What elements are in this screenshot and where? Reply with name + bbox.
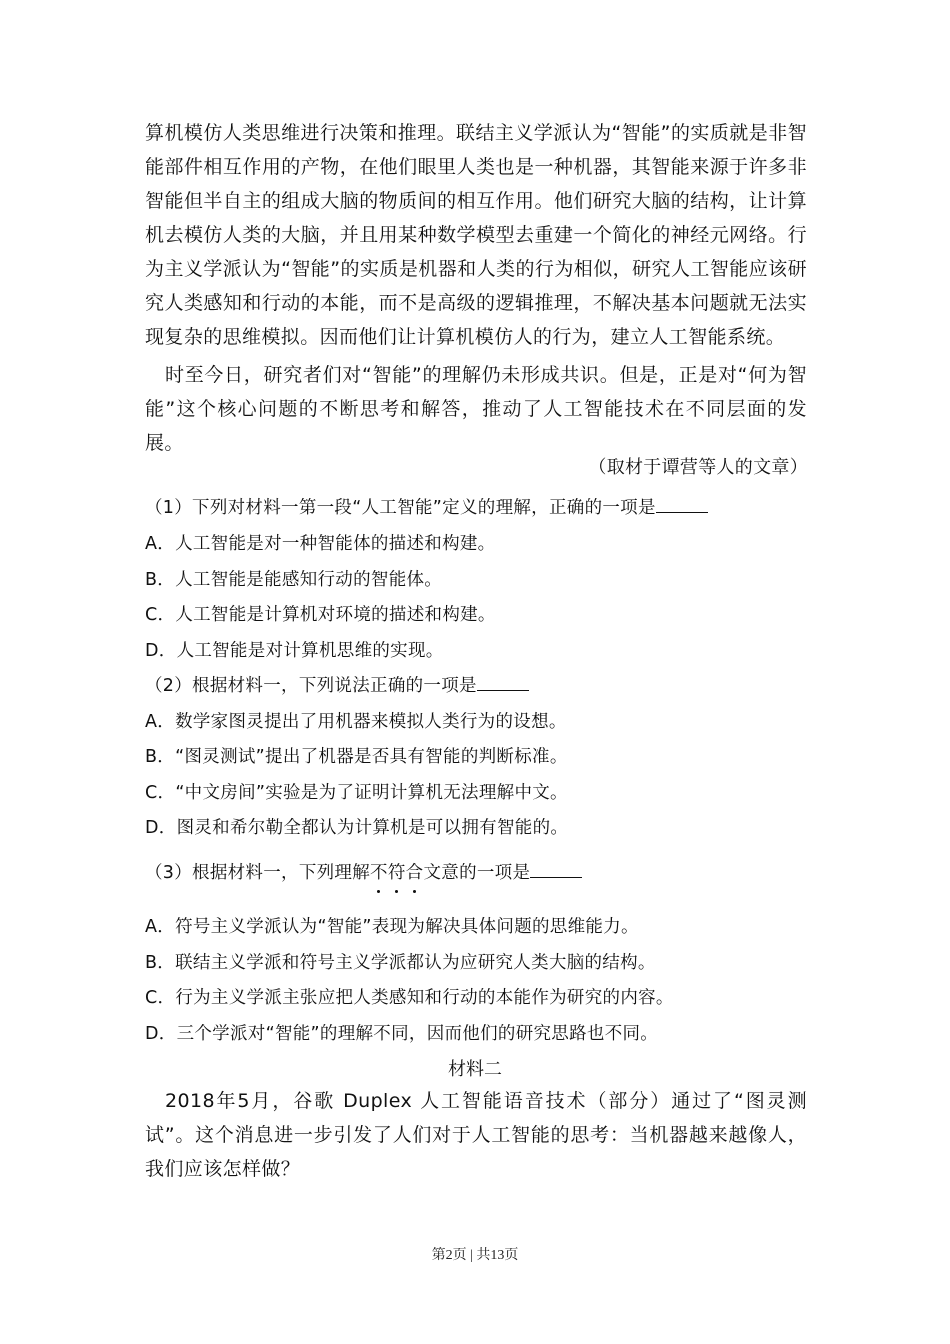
question-1-stem <box>145 494 708 519</box>
passage-one-paragraph-1: 算机模仿人类思维进行决策和推理。联结主义学派认为“智能”的实质就是非智能部件相互作用的产物，在他们眼里人类也是一种机器，其智能来源于许多非智能但半自主的组成大脑的物质间的相互作用。他们研究大脑的结构，让计算机去模仿人类的大脑，并且用某种数学模型去重建一个简化的神经元网络。行为主义学派认为“智能”的实质是机器和人类的行为相似，研究人工智能应该研究人类感知和行动的本能，而不是高级的逻辑推理，不解决基本问题就无法实现复杂的思维模拟。因而他们让计算机模仿人的行为，建立人工智能系统。 <box>145 122 807 348</box>
question-3-option-c: C．行为主义学派主张应把人类感知和行动的本能作为研究的内容。 <box>145 988 674 1008</box>
page-footer: 第2页 | 共13页 <box>431 1248 519 1263</box>
question-1-option-b: B．人工智能是能感知行动的智能体。 <box>145 570 443 590</box>
question-2-option-a: A．数学家图灵提出了用机器来模拟人类行为的设想。 <box>145 712 567 732</box>
question-2-option-d: D．图灵和希尔勒全都认为计算机是可以拥有智能的。 <box>145 818 569 838</box>
question-3-stem <box>145 859 582 884</box>
question-3-emphasis <box>370 863 423 883</box>
question-3-text-after: 文意的一项是 <box>423 863 531 883</box>
answer-blank <box>656 496 708 513</box>
emphasis-char: 不 <box>370 859 388 884</box>
question-3-option-a: A．符号主义学派认为“智能”表现为解决具体问题的思维能力。 <box>145 917 639 937</box>
question-1-option-a: A．人工智能是对一种智能体的描述和构建。 <box>145 534 496 554</box>
question-1-option-c: C．人工智能是计算机对环境的描述和构建。 <box>145 605 496 625</box>
passage-one-paragraph-2: 时至今日，研究者们对“智能”的理解仍未形成共识。但是，正是对“何为智能”这个核心问题的不断思考和解答，推动了人工智能技术在不同层面的发展。 <box>145 364 807 454</box>
passage-two <box>0 1084 950 1186</box>
question-1-option-d: D．人工智能是对计算机思维的实现。 <box>145 641 444 661</box>
question-2-option-c: C．“中文房间”实验是为了证明计算机无法理解中文。 <box>145 783 568 803</box>
answer-blank <box>477 674 529 691</box>
question-3-option-b: B．联结主义学派和符号主义学派都认为应研究人类大脑的结构。 <box>145 953 656 973</box>
question-2-option-b: B．“图灵测试”提出了机器是否具有智能的判断标准。 <box>145 747 568 767</box>
question-1-text: （1）下列对材料一第一段“人工智能”定义的理解，正确的一项是 <box>145 498 656 518</box>
source-citation: （取材于谭营等人的文章） <box>588 457 808 478</box>
question-2-text: （2）根据材料一，下列说法正确的一项是 <box>145 676 477 696</box>
section-heading: 材料二 <box>448 1059 502 1080</box>
question-3-option-d: D．三个学派对“智能”的理解不同，因而他们的研究思路也不同。 <box>145 1024 659 1044</box>
emphasis-char: 符 <box>388 859 406 884</box>
emphasis-char: 合 <box>406 859 424 884</box>
passage-one <box>0 116 950 460</box>
question-2-stem <box>145 672 529 697</box>
passage-two-paragraph: 2018年5月，谷歌 Duplex 人工智能语音技术（部分）通过了“图灵测试”。这个消息进一步引发了人们对于人工智能的思考：当机器越来越像人，我们应该怎样做？ <box>145 1090 807 1180</box>
question-3-text-before: （3）根据材料一，下列理解 <box>145 863 371 883</box>
answer-blank <box>530 861 582 878</box>
